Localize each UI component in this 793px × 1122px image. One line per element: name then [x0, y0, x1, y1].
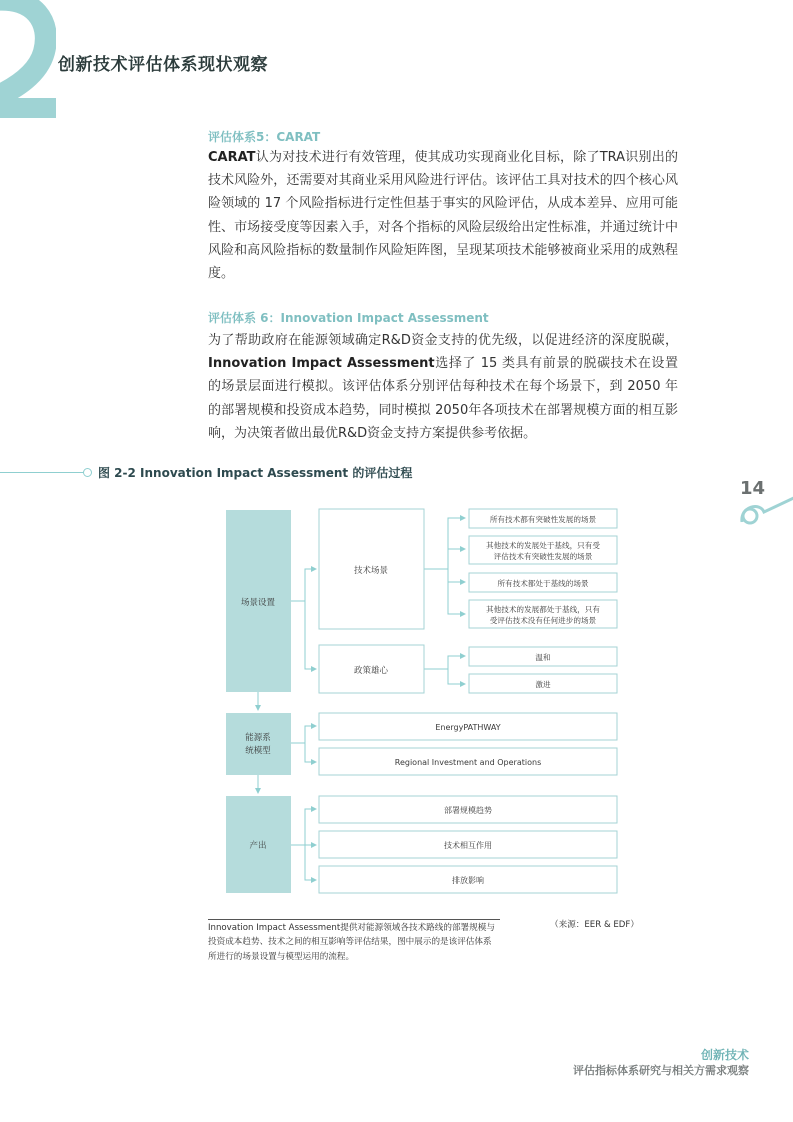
box-scenario-setting-label: 场景设置: [240, 598, 276, 608]
section5-lead: CARAT: [208, 150, 256, 165]
box-energy-model: [226, 713, 291, 775]
box-energy-model-line1: 能源系: [245, 733, 271, 743]
policy-item-moderate-text: 温和: [535, 653, 551, 662]
model-item-energypathway-text: EnergyPATHWAY: [435, 723, 501, 732]
scenario-item-2-line2: 评估技术有突破性发展的场景: [493, 552, 593, 561]
section6-title: 评估体系 6：Innovation Impact Assessment: [208, 311, 489, 325]
output-item-emission-text: 排放影响: [452, 876, 484, 885]
note-rule: [208, 919, 500, 920]
footer-line2: 评估指标体系研究与相关方需求观察: [573, 1064, 749, 1077]
section5-text: 认为对技术进行有效管理，使其成功实现商业化目标，除了TRA识别出的技术风险外，还需要对其商业采用风险进行评估。该评估工具对技术的四个核心风险领域的 17 个风险指标进行定性但基于事实的风险评估，从成本差异、应用可能性、市场接受度等因素入手，对各个指标的风险层级给出定性标准，并通过统计中风险和高风险指标的数量制作风险矩阵图，呈现某项技术能够被商业采用的成熟程度。: [208, 150, 678, 282]
section6-text-a: 为了帮助政府在能源领域确定R&D资金支持的优先级，以促进经济的深度脱碳，: [208, 333, 678, 348]
output-item-interaction-text: 技术相互作用: [444, 841, 492, 850]
figure-note-text: 提供对能源领域各技术路线的部署规模与投资成本趋势、技术之间的相互影响等评估结果，图中展示的是该评估体系所进行的场景设置与模型运用的流程。: [208, 923, 495, 962]
scenario-item-3-text: 所有技术都处于基线的场景: [497, 579, 589, 588]
footer-line1: 创新技术: [700, 1048, 749, 1062]
output-item-deployment-text: 部署规模趋势: [444, 806, 492, 815]
figure-source: （来源：EER & EDF）: [550, 920, 639, 930]
model-item-rio-text: Regional Investment and Operations: [394, 758, 542, 767]
figure-caption: 图 2-2 Innovation Impact Assessment 的评估过程: [98, 466, 413, 480]
section5-title: 评估体系5：CARAT: [208, 130, 321, 144]
scenario-item-4-line2: 受评估技术没有任何进步的场景: [489, 616, 597, 625]
box-tech-scenario-label: 技术场景: [353, 566, 389, 576]
policy-item-aggressive-text: 激进: [535, 680, 551, 689]
box-policy-ambition-label: 政策雄心: [353, 666, 389, 676]
section6-text-b: 选择了 15 类具有前景的脱碳技术在设置的场景层面进行模拟。该评估体系分别评估每种技术在每个场景下，到 2050 年的部署规模和投资成本趋势，同时模拟 2050年各项技术在部署规模方面的相互影响，为决策者做出最优R&D资金支持方案提供参考依据。: [208, 356, 678, 441]
box-energy-model-line2: 统模型: [245, 746, 271, 756]
scenario-item-1-text: 所有技术都有突破性发展的场景: [489, 515, 597, 524]
figure-note-lead: Innovation Impact Assessment: [208, 923, 341, 933]
scenario-item-4-line1: 其他技术的发展都处于基线，只有: [486, 605, 600, 614]
box-output-label: 产出: [249, 841, 267, 851]
section6-lead: Innovation Impact Assessment: [208, 356, 435, 372]
scenario-item-2-line1: 其他技术的发展处于基线，只有受: [486, 541, 600, 550]
figure-note: [208, 921, 500, 964]
chapter-title: 创新技术评估体系现状观察: [58, 55, 268, 75]
page-number: 14: [740, 478, 766, 499]
